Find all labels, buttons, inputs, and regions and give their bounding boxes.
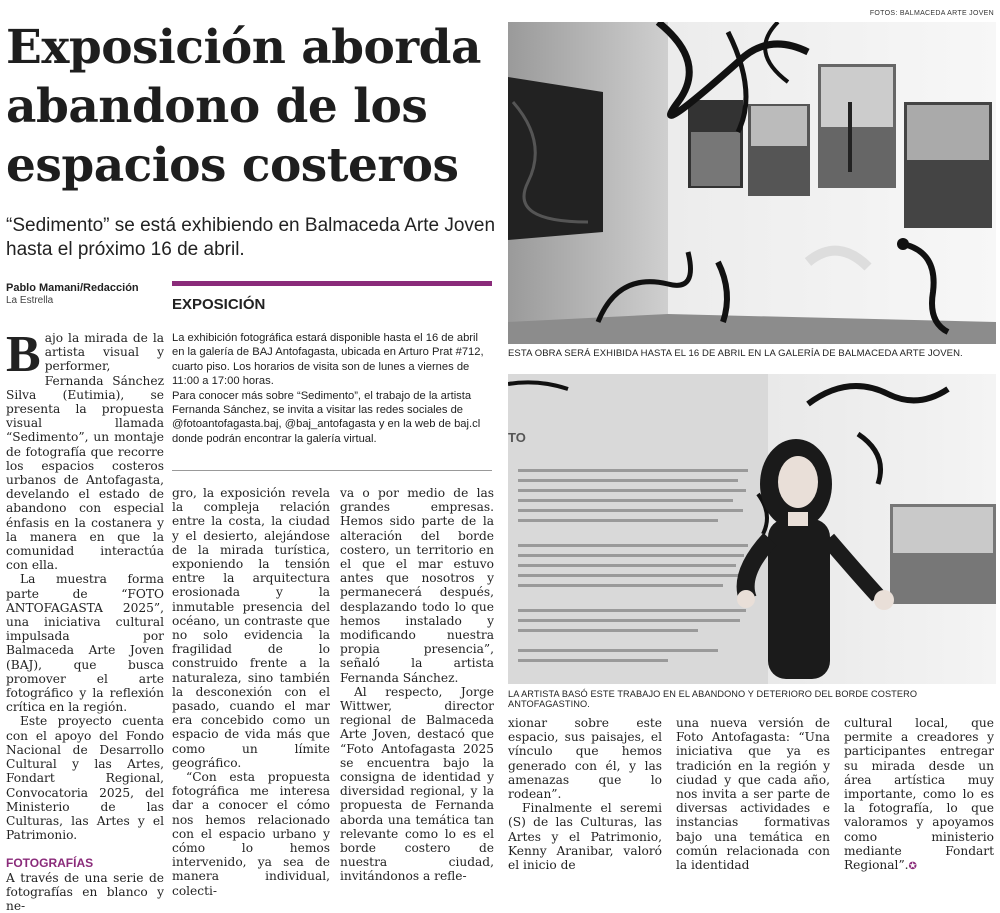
wall-text-heading: TO: [508, 430, 526, 445]
photo-1-caption: ESTA OBRA SERÁ EXHIBIDA HASTA EL 16 DE ABRIL EN LA GALERÍA DE BALMACEDA ARTE JOVEN.: [508, 348, 963, 359]
article-column-5: [676, 716, 830, 872]
artist-image: [508, 374, 996, 684]
section-heading-fotografias: FOTOGRAFÍAS: [6, 856, 94, 871]
byline-outlet: La Estrella: [6, 295, 54, 306]
end-mark-icon: ✪: [908, 861, 917, 873]
paragraph: A través de una serie de fotografías en blanco y ne-: [6, 870, 164, 913]
article-column-2: [172, 486, 330, 898]
article-column-1: [6, 326, 164, 913]
paragraph-text: cultural local, que permite a creadores y participantes entregar su mirada desde un área artística muy importante, como lo es la fotografía, lo que valoramos y apoyamos como ministerio mediante Fondart Regional”.: [844, 716, 994, 873]
photo-2-caption: LA ARTISTA BASÓ ESTE TRABAJO EN EL ABANDONO Y DETERIORO DEL BORDE COSTERO ANTOFAGASTINO.: [508, 689, 918, 709]
drop-cap: B: [6, 326, 41, 383]
paragraph: Al respecto, Jorge Wittwer, director regional de Balmaceda Arte Joven, destacó que “Foto Antofagasta 2025 se encuentra bajo la consigna de identidad y diversidad regional, y la propuesta de Fernanda aborda una temática tan relevante como lo es el borde costero de nuestra ciudad, invitándonos a refle-: [340, 684, 494, 884]
paragraph: gro, la exposición revela la compleja relación entre la costa, la ciudad y el desierto, alejándose de la mirada turística, exponiendo la tensión entre la arquitectura erosionada y la inmutable presencia del océano, un contraste que no solo evidencia la fragilidad de lo construido frente a la naturaleza, sino también la desconexión con el pasado, cuando el mar era concebido como un espacio de vida más que como un límite geográfico.: [172, 486, 330, 770]
article-column-6: [844, 716, 994, 874]
sidebar-accent-bar: [172, 281, 492, 286]
paragraph: “Con esta propuesta fotográfica me interesa dar a conocer el cómo nos hemos relacionado con el espacio urbano y cómo lo hemos intervenido, ya sea de manera individual, colecti-: [172, 770, 330, 898]
subheadline: “Sedimento” se está exhibiendo en Balmaceda Arte Joven hasta el próximo 16 de abril.: [6, 215, 496, 260]
sidebar-paragraph-1: La exhibición fotográfica estará disponible hasta el 16 de abril en la galería de BAJ Antofagasta, ubicada en Arturo Prat #712, cuarto piso. Los horarios de visita son de lunes a viernes de 11:00 a 17:00 horas.: [172, 332, 484, 388]
byline-author: Pablo Mamani/Redacción: [6, 282, 139, 294]
photo-credit: FOTOS: BALMACEDA ARTE JOVEN: [869, 10, 994, 17]
sidebar-divider: [172, 470, 492, 471]
sidebar-paragraph-2: Para conocer más sobre “Sedimento”, el trabajo de la artista Fernanda Sánchez, se invita a visitar las redes sociales de @fotoantofagasta.baj, @baj_antofagasta y en la web de baj.cl donde podrán encontrar la galería virtual.: [172, 389, 481, 445]
paragraph: Este proyecto cuenta con el apoyo del Fondo Nacional de Desarrollo Cultural y las Artes, Fondart Regional, Convocatoria 2025, del Ministerio de las Culturas, las Artes y el Patrimonio.: [6, 714, 164, 843]
article-column-3: [340, 486, 494, 884]
photo-gallery-wall: [508, 22, 996, 344]
gallery-wall-image: [508, 22, 996, 344]
sidebar-title: EXPOSICIÓN: [172, 296, 266, 313]
headline: Exposición aborda abandono de los espacios costeros: [6, 20, 481, 193]
article-column-4: [508, 716, 662, 872]
sidebar-body: [172, 331, 492, 446]
paragraph: xionar sobre este espacio, sus paisajes, el vínculo que hemos generado con él, y las amenazas que lo rodean”.: [508, 716, 662, 802]
photo-artist: [508, 374, 996, 684]
paragraph: ajo la mirada de la artista visual y performer, Fernanda Sánchez Silva (Eutimia), se presenta la propuesta visual llamada “Sedimento”, un montaje de fotografía que recorre los espacios costeros urbanos de Antofagasta, develando el estado de abandono con especial énfasis en la costanera y la manera en que la comunidad interactúa con ella.: [6, 331, 164, 573]
paragraph: Finalmente el seremi (S) de las Culturas, las Artes y el Patrimonio, Kenny Aranibar, valoró el inicio de: [508, 801, 662, 873]
paragraph: La muestra forma parte de “FOTO ANTOFAGASTA 2025”, una iniciativa cultural impulsada por Balmaceda Arte Joven (BAJ), que busca promover el arte fotográfico y la reflexión crítica en la región.: [6, 572, 164, 715]
paragraph: una nueva versión de Foto Antofagasta: “Una iniciativa que ya es tradición en la región y ciudad y que cada año, nos invita a ser parte de diversas actividades e instancias formativas bajo una temática en común relacionada con la identidad: [676, 716, 830, 873]
paragraph: va o por medio de las grandes empresas. Hemos sido parte de la alteración del borde costero, un territorio en el que el mar estuvo antes que nosotros y permanecerá después, desplazando todo lo que hemos instalado y modificando nuestra propia presencia”, señaló la artista Fernanda Sánchez.: [340, 486, 494, 685]
paragraph: [844, 716, 994, 874]
